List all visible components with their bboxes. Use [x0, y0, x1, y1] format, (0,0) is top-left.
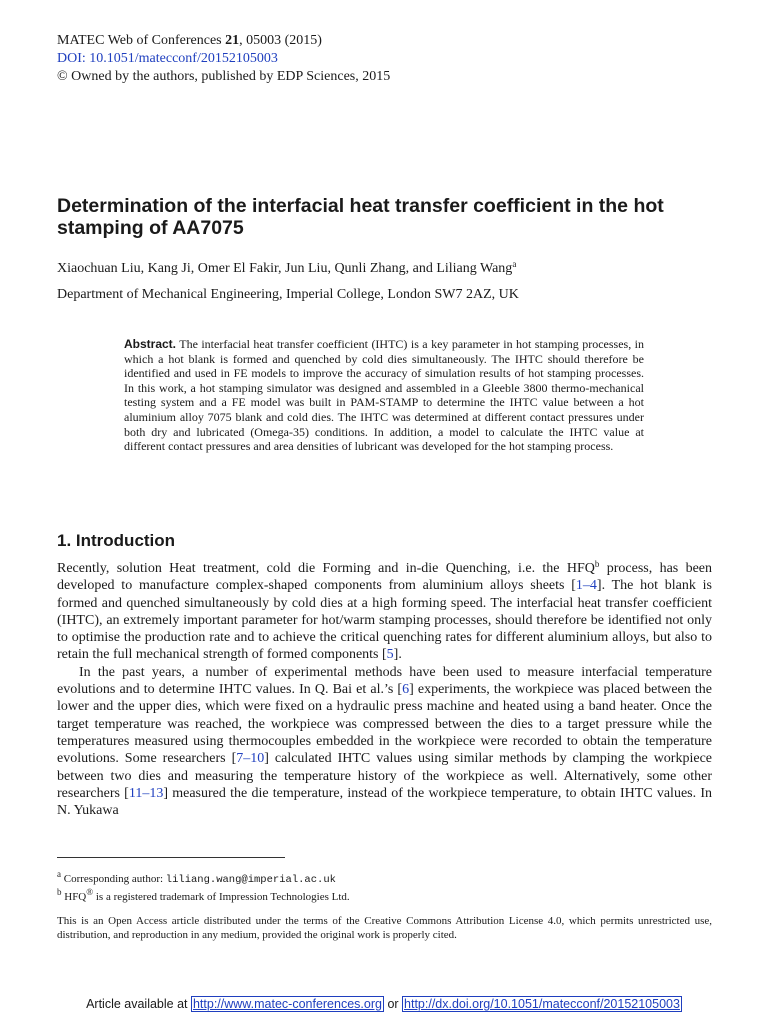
affiliation: Department of Mechanical Engineering, Imperial College, London SW7 2AZ, UK — [57, 287, 519, 302]
footer-separator: or — [383, 997, 403, 1011]
footnote-text: HFQ — [61, 891, 87, 903]
copyright-line: © Owned by the authors, published by EDP Sciences, 2015 — [57, 69, 391, 84]
journal-site-link[interactable]: http://www.matec-conferences.org — [192, 997, 382, 1011]
section-heading-introduction: 1. Introduction — [57, 531, 176, 550]
paragraph-text: ]. — [393, 647, 402, 663]
abstract-text: The interfacial heat transfer coefficient (IHTC) is a key parameter in hot stamping processes, in which a hot blank is formed and quenched by cold dies simultaneously. The IHTC should therefore be identified and used in FE models to improve the accuracy of simulation results of hot stamping processes. In this work, a hot stamping simulator was designed and assembled in a Gleeble 3800 thermo-mechanical testing system and a FE model was built in PAM-STAMP to determine the IHTC value between a hot aluminium alloy 7075 blank and cold dies. The IHTC was determined at different contact pressures under both dry and lubricated (Omega-35) conditions. In addition, a model to calculate the IHTC value at different contact pressures and area densities of lubricant was developed for the hot stamping process. — [124, 337, 644, 454]
footer-label: Article available at — [86, 997, 191, 1011]
paragraph-2 — [57, 664, 712, 820]
author-names: Xiaochuan Liu, Kang Ji, Omer El Fakir, Jun Liu, Qunli Zhang, and Liliang Wang — [57, 261, 513, 276]
footnote-corresponding-author — [57, 869, 336, 887]
footnote-text: is a registered trademark of Impression Technologies Ltd. — [93, 891, 350, 903]
article-number: , 05003 (2015) — [239, 33, 322, 48]
journal-citation — [57, 32, 390, 50]
citation-link[interactable]: 1–4 — [575, 578, 597, 594]
paragraph-1 — [57, 560, 712, 664]
paragraph-text: process, has been developed to manufacture complex-shaped components from aluminium alloys sheets [ — [57, 561, 713, 594]
footnote-divider — [57, 857, 285, 858]
license-statement: This is an Open Access article distributed under the terms of the Creative Commons Attribution License 4.0, which permits unrestricted use, distribution, and reproduction in any medium, provided the original work is properly cited. — [57, 915, 712, 941]
paragraph-text: ] measured the die temperature, instead of the workpiece temperature, to obtain IHTC values. In N. Yukawa — [57, 785, 713, 819]
citation-link[interactable]: 11–13 — [128, 785, 164, 801]
author-footnote-mark: a — [512, 259, 517, 269]
doi-link[interactable]: DOI: 10.1051/matecconf/20152105003 — [57, 51, 278, 66]
journal-header — [57, 32, 390, 86]
doi-url-link[interactable]: http://dx.doi.org/10.1051/matecconf/20152105003 — [404, 997, 680, 1011]
author-list — [57, 261, 516, 277]
paragraph-text: ] experiments, the workpiece was placed between the lower and the upper dies, which were fixed on a hydraulic press machine and heated using a band heater. Once the target temperature was reached, the workpiece was compressed between the dies to a target pressure while the temperatures measured using thermocouples embedded in the workpiece were recorded to obtain the temperature evolutions. Some researchers [ — [57, 682, 712, 767]
abstract-label: Abstract. — [124, 337, 177, 351]
paper-title: Determination of the interfacial heat transfer coefficient in the hot stamping of AA7075 — [57, 195, 664, 239]
article-footer — [0, 997, 768, 1011]
footnote-mark: b — [594, 559, 600, 569]
journal-volume: 21 — [225, 33, 240, 48]
journal-name: MATEC Web of Conferences — [57, 33, 226, 48]
introduction-body — [57, 560, 712, 819]
footnote-trademark — [57, 887, 350, 904]
paragraph-text: ] calculated IHTC values using similar methods by clamping the workpiece between two dies and measuring the temperature history of the workpiece as well. Alternatively, some other researchers [ — [57, 751, 712, 801]
footnote-text: Corresponding author: — [61, 873, 166, 885]
registered-mark: ® — [86, 887, 94, 897]
citation-link[interactable]: 6 — [402, 682, 410, 698]
citation-link[interactable]: 5 — [386, 647, 394, 663]
paragraph-text: In the past years, a number of experimental methods have been used to measure interfacial temperature evolutions and to determine IHTC values. In Q. Bai et al.’s [ — [57, 664, 712, 698]
author-email[interactable]: liliang.wang@imperial.ac.uk — [165, 874, 336, 886]
footnote-mark: a — [57, 869, 61, 879]
abstract — [124, 337, 644, 454]
footnote-mark: b — [57, 887, 62, 897]
citation-link[interactable]: 7–10 — [236, 751, 265, 767]
paragraph-text: Recently, solution Heat treatment, cold die Forming and in-die Quenching, i.e. the HFQ — [57, 561, 595, 576]
paragraph-text: ]. The hot blank is formed and quenched simultaneously by cold dies at a high forming speed. The interfacial heat transfer coefficient (IHTC), an extremely important parameter for hot/warm stamping processes, should therefore be identified not only to optimise the production rate and to achieve the critical quenching rates for different aluminium alloys, but also to retain the full mechanical strength of formed components [ — [57, 578, 712, 663]
